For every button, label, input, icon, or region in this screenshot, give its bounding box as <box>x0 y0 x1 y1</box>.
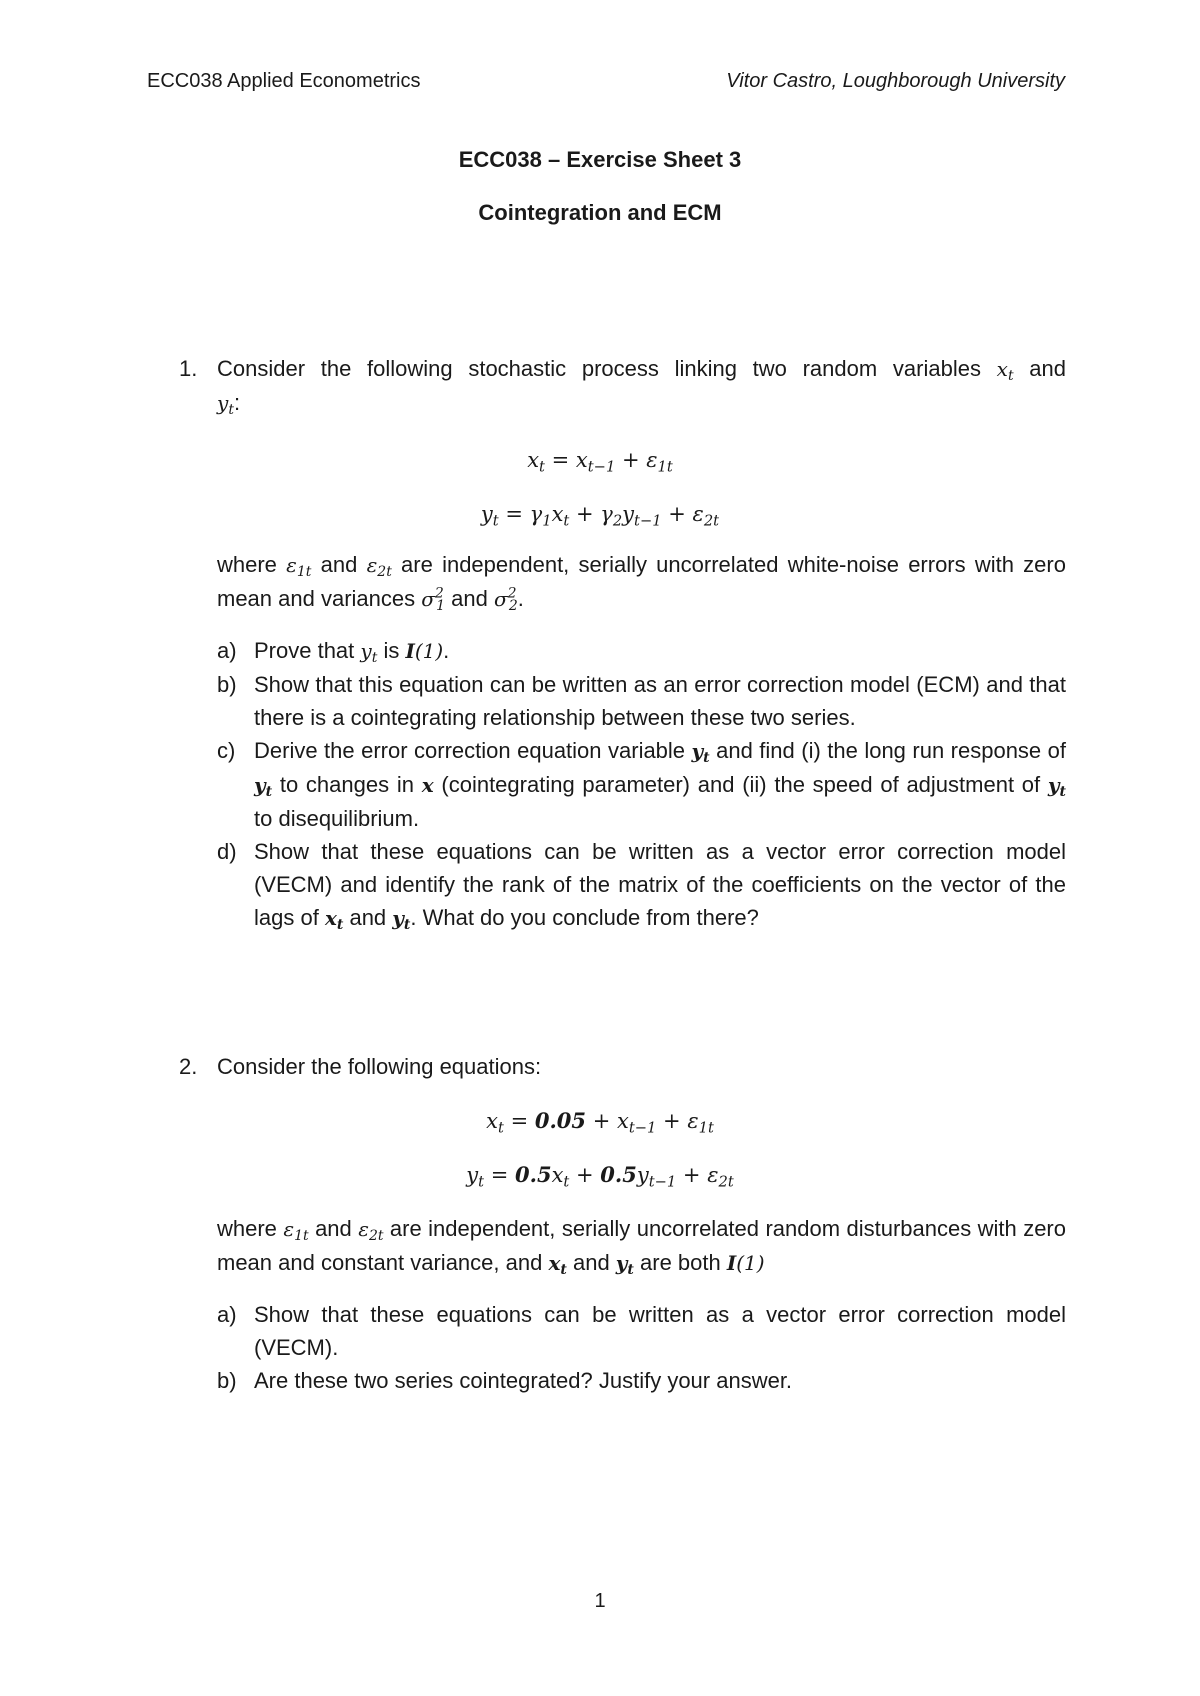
equation-1: $x_t = x_{t-1} + \varepsilon_{1t}$ <box>527 448 673 476</box>
question-1-intro: 1. Consider the following stochastic process linking two random variables $x_t$ and $y_t$: <box>181 352 1066 420</box>
list-item: c) Derive the error correction equation variable $y_t$ and find (i) the long run response of $y_t$ to changes in x (cointegrating parameter) and (ii) the speed of adjustment of $y_t$ to disequilibrium. <box>217 738 1066 831</box>
header-author: Vitor Castro, Loughborough University <box>726 70 1065 92</box>
question-1-parts <box>217 634 1066 935</box>
question-2-intro: 2. Consider the following equations: <box>181 1050 1066 1083</box>
page-title: ECC038 – Exercise Sheet 3 <box>458 147 742 172</box>
question-2-where: where $\varepsilon_{1t}$ and $\varepsilon_{2t}$ are independent, serially uncorrelated random disturbances with zero mean and constant variance, and $x_t$ and $y_t$ are both I(1) <box>217 1216 1066 1279</box>
question-2-parts <box>217 1298 1066 1397</box>
header-course: ECC038 Applied Econometrics <box>147 70 421 92</box>
list-item: a) Show that these equations can be written as a vector error correction model (VECM). <box>217 1302 1066 1360</box>
equation-3: $x_t = 0.05 + x_{t-1} + \varepsilon_{1t}$ <box>486 1108 714 1137</box>
page-number: 1 <box>594 1590 606 1612</box>
equation-2: $y_t = \gamma_1x_t + \gamma_2y_{t-1} + \varepsilon_{2t}$ <box>480 502 720 530</box>
equation-4: $y_t = 0.5x_t + 0.5y_{t-1} + \varepsilon_{2t}$ <box>466 1162 734 1191</box>
list-item: b) Are these two series cointegrated? Justify your answer. <box>217 1368 793 1393</box>
page-subtitle: Cointegration and ECM <box>478 200 722 225</box>
list-item: a) Prove that $y_t$ is I(1). <box>217 638 450 667</box>
question-1-where: where $\varepsilon_{1t}$ and $\varepsilon_{2t}$ are independent, serially uncorrelated white-noise errors with zero mean and variances $\sigma^2_1$ and $\sigma^2_2$. <box>217 552 1066 615</box>
list-item: b) Show that this equation can be written as an error correction model (ECM) and that there is a cointegrating relationship between these two series. <box>217 672 1066 730</box>
question-number: 2. <box>179 1054 198 1079</box>
question-number: 1. <box>179 356 198 381</box>
list-item: d) Show that these equations can be written as a vector error correction model (VECM) and identify the rank of the matrix of the coefficients on the vector of the lags of $x_t$ and $y_t$. What do you conclude from there? <box>217 839 1066 934</box>
